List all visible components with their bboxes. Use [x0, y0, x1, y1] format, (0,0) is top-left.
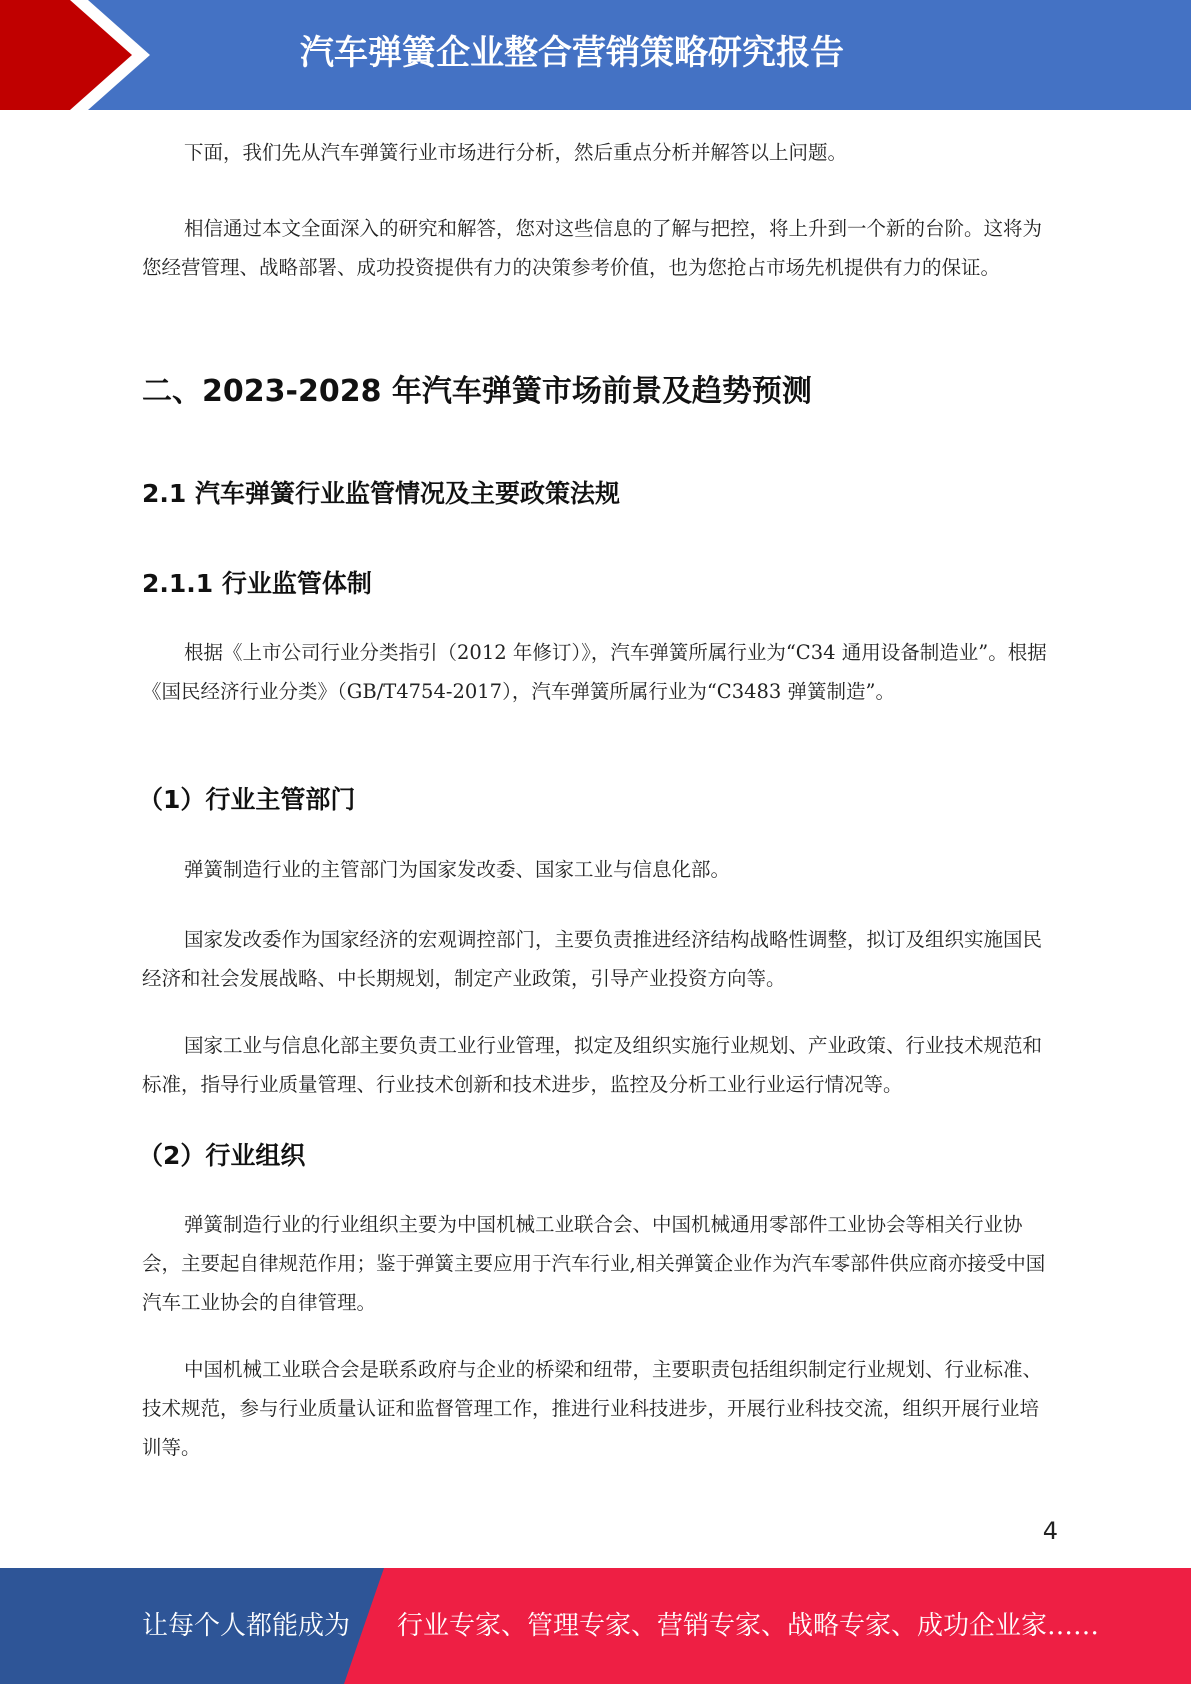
- intro-paragraph-1: 下面，我们先从汽车弹簧行业市场进行分析，然后重点分析并解答以上问题。: [184, 141, 848, 164]
- page-header-banner: [0, 0, 1191, 110]
- dept-heading: （1）行业主管部门: [138, 785, 356, 814]
- dept-paragraph-3: 国家工业与信息化部主要负责工业行业管理，拟定及组织实施行业规划、产业政策、行业技术规范和标准，指导行业质量管理、行业技术创新和技术进步，监控及分析工业行业运行情况等。: [142, 1034, 1043, 1096]
- subsection-heading: 2.1 汽车弹簧行业监管情况及主要政策法规: [142, 479, 620, 508]
- footer-slogan-right: 行业专家、管理专家、营销专家、战略专家、成功企业家……: [397, 1611, 1100, 1641]
- section-heading: 二、2023-2028 年汽车弹簧市场前景及趋势预测: [142, 374, 812, 409]
- dept-paragraph-2: 国家发改委作为国家经济的宏观调控部门，主要负责推进经济结构战略性调整，拟订及组织实施国民经济和社会发展战略、中长期规划，制定产业政策，引导产业投资方向等。: [142, 928, 1043, 990]
- dept-paragraph-1: 弹簧制造行业的主管部门为国家发改委、国家工业与信息化部。: [184, 858, 731, 881]
- org-heading: （2）行业组织: [138, 1141, 306, 1170]
- org-paragraph-2: 中国机械工业联合会是联系政府与企业的桥梁和纽带，主要职责包括组织制定行业规划、行业标准、技术规范，参与行业质量认证和监督管理工作，推进行业科技进步，开展行业科技交流，组织开展行业培训等。: [142, 1358, 1043, 1459]
- page-number: 4: [1042, 1517, 1058, 1545]
- intro-paragraph-2: 相信通过本文全面深入的研究和解答，您对这些信息的了解与把控，将上升到一个新的台阶。这将为您经营管理、战略部署、成功投资提供有力的决策参考价值，也为您抢占市场先机提供有力的保证。: [142, 217, 1043, 279]
- footer-slogan-left: 让每个人都能成为: [142, 1611, 351, 1641]
- subsubsection-heading: 2.1.1 行业监管体制: [142, 569, 372, 598]
- report-title: 汽车弹簧企业整合营销策略研究报告: [300, 33, 844, 73]
- page-footer-banner: [0, 1568, 1191, 1684]
- classification-paragraph: 根据《上市公司行业分类指引（2012 年修订）》，汽车弹簧所属行业为“C34 通用设备制造业”。根据《国民经济行业分类》（GB/T4754-2017），汽车弹簧所属行业为“C3483 弹簧制造”。: [142, 641, 1047, 703]
- org-paragraph-1: 弹簧制造行业的行业组织主要为中国机械工业联合会、中国机械通用零部件工业协会等相关行业协会，主要起自律规范作用；鉴于弹簧主要应用于汽车行业,相关弹簧企业作为汽车零部件供应商亦接受中国汽车工业协会的自律管理。: [142, 1213, 1046, 1314]
